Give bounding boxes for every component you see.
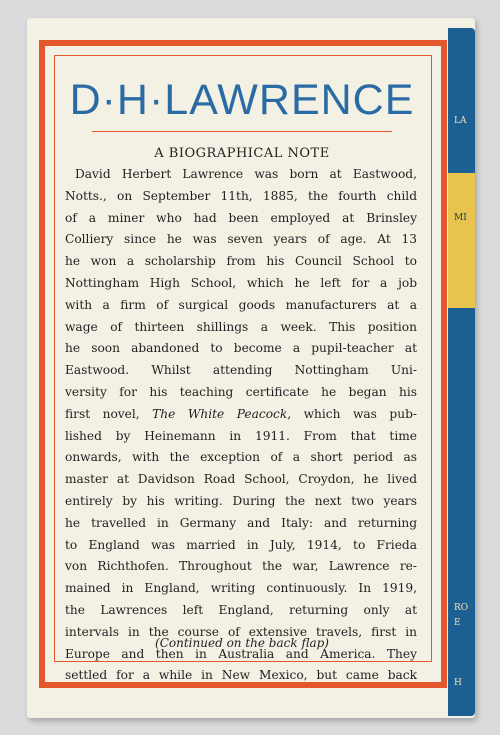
body-line: onwards, with the exception of a short period as <box>65 450 417 465</box>
body-line: Europe and then in Australia and America. They <box>65 646 417 661</box>
body-line: settled for a while in New Mexico, but came back <box>65 668 417 683</box>
body-line: the Lawrences left England, returning only at <box>65 602 417 617</box>
spine-text-top: LA <box>454 116 467 126</box>
body-line: master at Davidson Road School, Croydon, he lived <box>65 472 417 487</box>
body-line: mained in England, writing continuously. In 1919, <box>65 581 417 596</box>
body-line: he won a scholarship from his Council School to <box>65 254 417 269</box>
body-line: he soon abandoned to become a pupil-teacher at <box>65 341 417 356</box>
body-line: intervals in the course of extensive travels, first in <box>65 624 417 639</box>
body-line: he travelled in Germany and Italy: and returning <box>65 515 417 530</box>
spine-text-bottom: H <box>454 678 462 688</box>
body-line: to England was married in July, 1914, to Frieda <box>65 537 417 552</box>
biography-text <box>65 164 417 687</box>
body-line: lished by Heinemann in 1911. From that time <box>65 428 417 443</box>
spine <box>448 28 475 716</box>
body-line: versity for his teaching certificate he began his <box>65 384 417 399</box>
body-line: Notts., on September 11th, 1885, the fourth child <box>65 188 417 203</box>
spine-yellow-band <box>448 173 475 308</box>
body-line: Eastwood. Whilst attending Nottingham Uni- <box>65 363 417 378</box>
spine-text-mid: MI <box>454 213 467 223</box>
body-line: entirely by his writing. During the next two years <box>65 493 417 508</box>
title-rule <box>92 131 392 132</box>
body-line: Colliery since he was seven years of age. At 13 <box>65 232 417 247</box>
body-line: David Herbert Lawrence was born at Eastwood, <box>75 167 417 181</box>
body-line: wage of thirteen shillings a week. This position <box>65 319 417 334</box>
author-title: D·H·LAWRENCE <box>69 76 415 124</box>
spine-text-low2: E <box>454 618 461 628</box>
body-line: of a miner who had been employed at Brinsley <box>65 210 417 225</box>
spine-text-low1: RO <box>454 603 469 613</box>
body-line: with a firm of surgical goods manufacturers at a <box>65 297 417 312</box>
body-line: von Richthofen. Throughout the war, Lawrence re- <box>65 559 417 574</box>
body-line: Nottingham High School, which he left for a job <box>65 275 417 290</box>
section-heading: A BIOGRAPHICAL NOTE <box>154 146 330 161</box>
continued-note: (Continued on the back flap) <box>155 636 329 650</box>
body-line: first novel, The White Peacock, which was pub- <box>65 406 417 421</box>
